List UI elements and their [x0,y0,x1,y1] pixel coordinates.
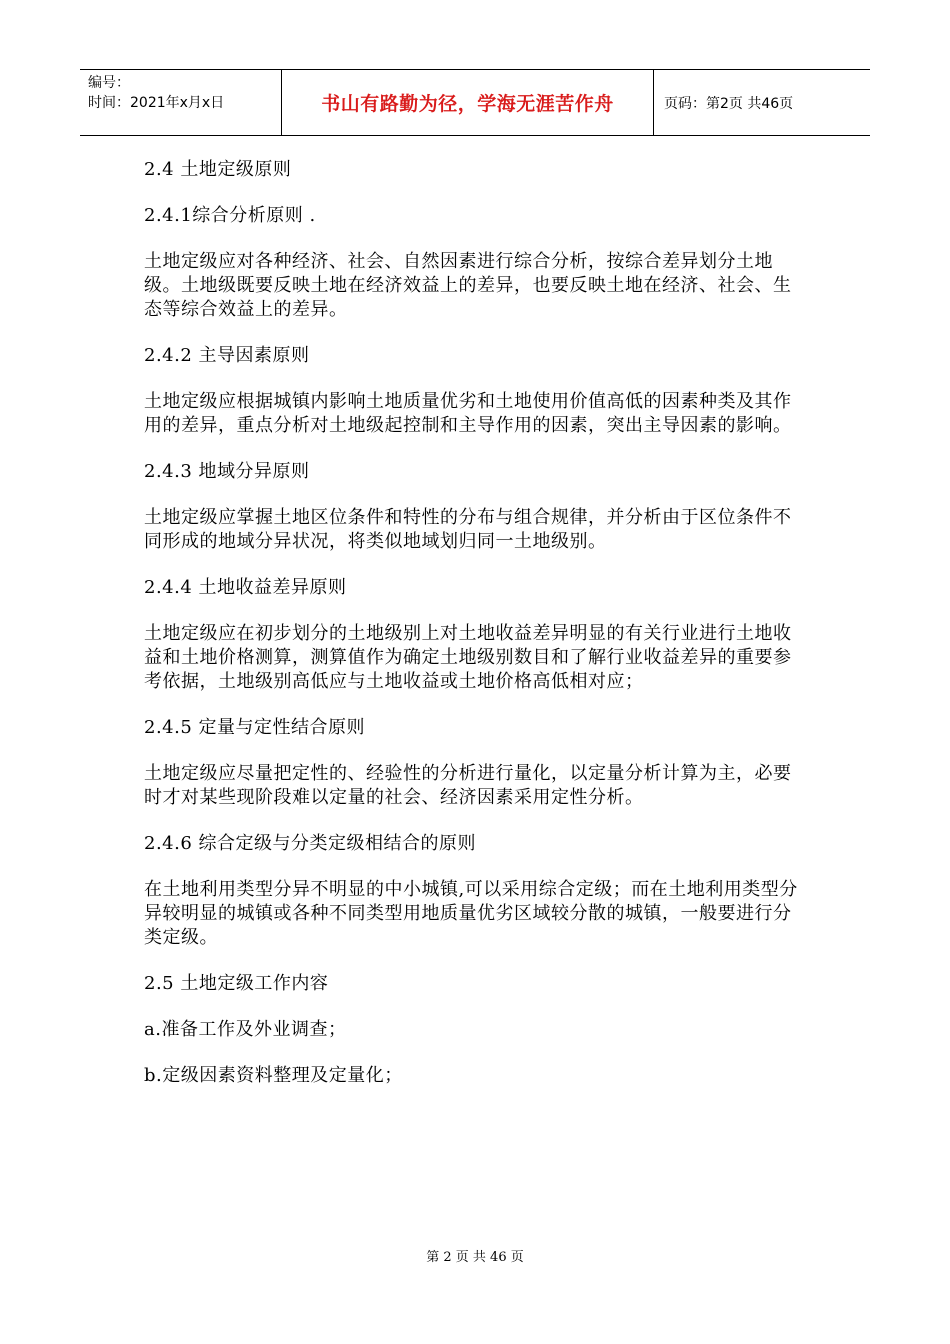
paragraph: 土地定级应在初步划分的土地级别上对土地收益差异明显的有关行业进行土地收益和土地价格测算，测算值作为确定土地级别数目和了解行业收益差异的重要参考依据，土地级别高低应与土地收益或土地价格高低相对应； [144,623,792,692]
paragraph: 土地定级应尽量把定性的、经验性的分析进行量化，以定量分析计算为主，必要时才对某些现阶段难以定量的社会、经济因素采用定性分析。 [144,763,792,808]
header-page-info [654,70,870,135]
paragraph: 在土地利用类型分异不明显的中小城镇,可以采用综合定级；而在土地利用类型分异较明显的城镇或各种不同类型用地质量优劣区域较分散的城镇，一般要进行分类定级。 [144,879,798,948]
paragraph: 土地定级应根据城镇内影响土地质量优劣和土地使用价值高低的因素种类及其作用的差异，重点分析对土地级起控制和主导作用的因素，突出主导因素的影响。 [144,391,792,436]
paragraph: 土地定级应对各种经济、社会、自然因素进行综合分析，按综合差异划分土地级。土地级既要反映土地在经济效益上的差异，也要反映土地在经济、社会、生态等综合效益上的差异。 [144,251,792,320]
heading-2-4-1: 2.4.1综合分析原则 . [144,205,316,226]
time-label: 时间：2021年x月x日 [88,95,225,111]
heading-2-5: 2.5 土地定级工作内容 [144,973,329,994]
paragraph: 土地定级应掌握土地区位条件和特性的分布与组合规律，并分析由于区位条件不同形成的地域分异状况，将类似地域划归同一土地级别。 [144,507,792,552]
page-footer [0,1246,950,1265]
document-body [144,158,809,1110]
heading-2-4-2: 2.4.2 主导因素原则 [144,345,310,366]
list-item-b: b.定级因素资料整理及定量化； [144,1065,403,1086]
number-label: 编号： [88,75,130,91]
page-header [80,69,870,136]
heading-2-4-6: 2.4.6 综合定级与分类定级相结合的原则 [144,833,477,854]
heading-2-4-5: 2.4.5 定量与定性结合原则 [144,717,366,738]
list-item-a: a.准备工作及外业调查； [144,1019,347,1040]
footer-page-number: 第 2 页 共 46 页 [426,1250,524,1265]
heading-2-4-4: 2.4.4 土地收益差异原则 [144,577,347,598]
header-motto-cell [282,70,654,135]
heading-2-4-3: 2.4.3 地域分异原则 [144,461,310,482]
header-meta [80,70,282,135]
motto-text: 书山有路勤为径，学海无涯苦作舟 [321,93,614,115]
page-info-text: 页码：第2页 共46页 [664,95,794,112]
heading-2-4: 2.4 土地定级原则 [144,159,292,180]
